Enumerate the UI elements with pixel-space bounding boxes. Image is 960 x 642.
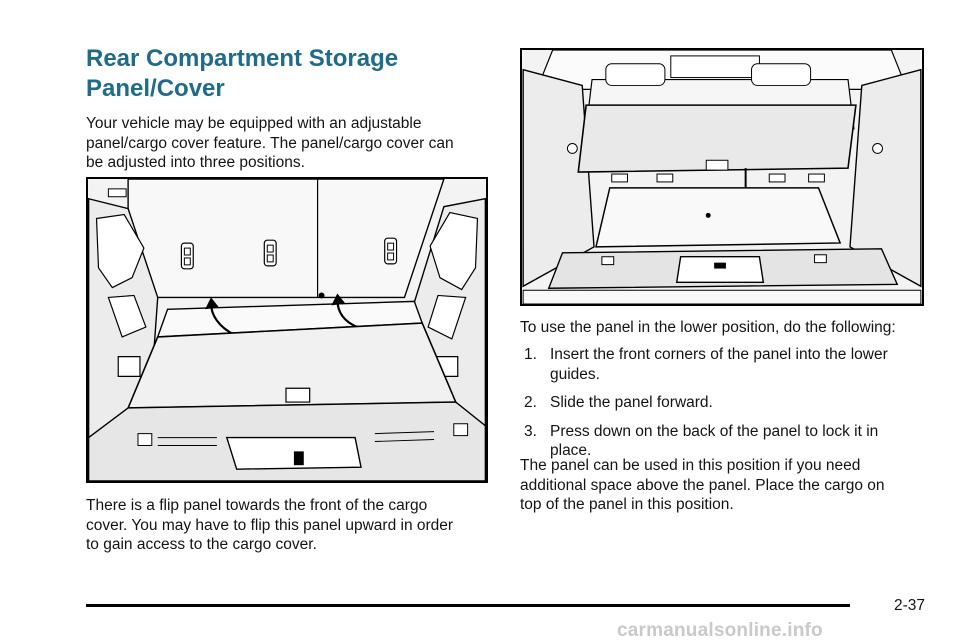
step-number: 3. [524,422,537,440]
page-number: 2-37 [894,597,926,614]
step-text: Press down on the back of the panel to lock it in place. [550,422,879,459]
step-number: 2. [524,394,537,411]
step-text: Slide the panel forward. [550,394,713,411]
section-title: Rear Compartment Storage Panel/Cover [86,45,399,102]
flip-panel-paragraph: There is a flip panel towards the front of the cargo cover. You may have to flip this panel upward in order to gain access to the cargo cover. [86,497,454,553]
closing-paragraph: The panel can be used in this position if you need additional space above the panel. Place the cargo on top of the panel in this position. [520,457,885,513]
footer-rule [86,604,850,607]
step-text: Insert the front corners of the panel into the lower guides. [550,346,888,383]
cargo-flip-panel-figure [86,177,488,483]
step-item [524,345,894,384]
step-item [524,422,894,461]
instruction-steps [524,345,894,470]
lower-position-figure [520,48,924,306]
watermark: carmanualsonline.info [617,620,823,641]
intro-paragraph: Your vehicle may be equipped with an adjustable panel/cargo cover feature. The panel/cargo cover can be adjusted into three positions. [86,115,454,171]
step-number: 1. [524,346,537,363]
step-item [524,393,894,413]
lower-position-intro: To use the panel in the lower position, do the following: [520,319,896,336]
cargo-flip-panel-illustration [88,179,486,481]
panel-lower-position-illustration [522,50,922,304]
